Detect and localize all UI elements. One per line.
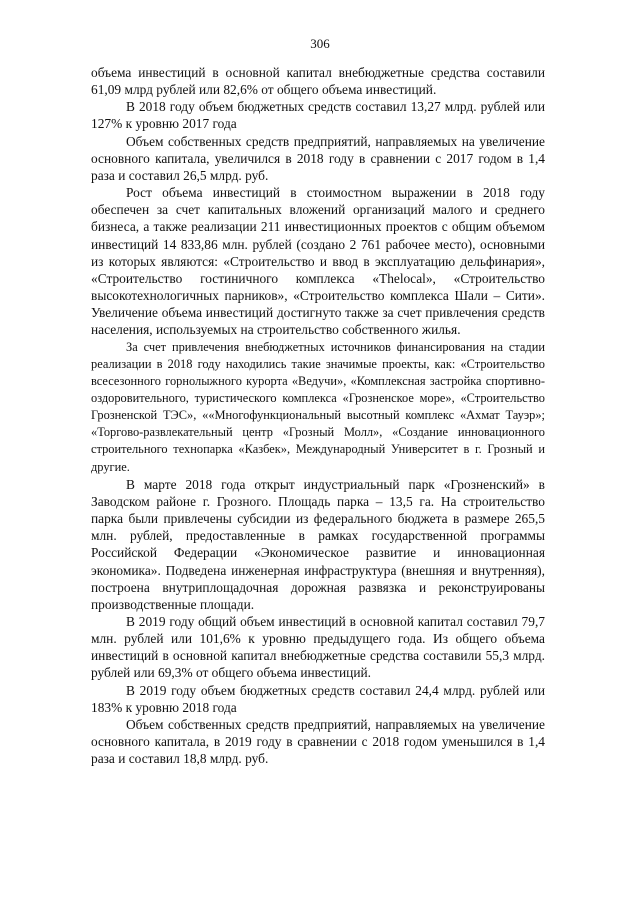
paragraph-significant-projects: За счет привлечения внебюджетных источников финансирования на стадии реализации в 2018 году находились такие значимые проекты, как: «Строительство всесезонного горнолыжного курорта «Ведучи», «Комплексная застройка спортивно-оздоровительного, туристического комплекса «Грозненское море», «Строительство Грозненской ТЭС», ««Многофункциональный высотный комплекс «Ахмат Тауэр»; «Торгово-развлекательный центр «Грозный Молл», «Создание инновационного строительного технопарка «Казбек», Международный Университет в г. Грозный и другие. bbox=[91, 339, 545, 474]
paragraph-budget-2019: В 2019 году объем бюджетных средств составил 24,4 млрд. рублей или 183% к уровню 2018 года bbox=[91, 682, 545, 715]
paragraph-own-funds-2019: Объем собственных средств предприятий, направляемых на увеличение основного капитала, в 2019 году в сравнении с 2018 годом уменьшился в 1,4 раза и составил 18,8 млрд. руб. bbox=[91, 716, 545, 767]
paragraph-industrial-park: В марте 2018 года открыт индустриальный парк «Грозненский» в Заводском районе г. Грозного. Площадь парка – 13,5 га. На строительство парка были привлечены субсидии из федерального бюджета в размере 265,5 млн. рублей, предоставленные в рамках государственной программы Российской Федерации «Экономическое развитие и инновационная экономика». Подведена инженерная инфраструктура (внешняя и внутренняя), построена внутриплощадочная дорожная развязка и реконструированы производственные площади. bbox=[91, 476, 545, 612]
page-number: 306 bbox=[310, 36, 330, 51]
paragraph-investment-2019: В 2019 году общий объем инвестиций в основной капитал составил 79,7 млн. рублей или 101,6% к уровню предыдущего года. Из общего объема инвестиций в основной капитал внебюджетные средства составили 55,3 млрд. рублей или 69,3% от общего объема инвестиций. bbox=[91, 614, 545, 681]
paragraph-investment-growth-2018: Рост объема инвестиций в стоимостном выражении в 2018 году обеспечен за счет капитальных вложений организаций малого и среднего бизнеса, а также реализации 211 инвестиционных проектов с общим объемом инвестиций 14 833,86 млн. рублей (создано 2 761 рабочее место), основными из которых являются: «Строительство и ввод в эксплуатацию дельфинария», «Строительство гостиничного комплекса «Thelocal», «Строительство высокотехнологичных парников», «Строительство комплекса Шали – Сити». Увеличение объема инвестиций достигнуто также за счет привлечения средств населения, используемых на строительство собственного жилья. bbox=[91, 185, 545, 338]
document-body bbox=[91, 64, 545, 767]
paragraph-investment-share-2018: объема инвестиций в основной капитал внебюджетные средства составили 61,09 млрд рублей или 82,6% от общего объема инвестиций. bbox=[91, 65, 545, 98]
paragraph-own-funds-2018: Объем собственных средств предприятий, направляемых на увеличение основного капитала, увеличился в 2018 году в сравнении с 2017 годом в 1,4 раза и составил 26,5 млрд. руб. bbox=[91, 133, 545, 183]
paragraph-budget-2018: В 2018 году объем бюджетных средств составил 13,27 млрд. рублей или 127% к уровню 2017 года bbox=[91, 99, 545, 132]
